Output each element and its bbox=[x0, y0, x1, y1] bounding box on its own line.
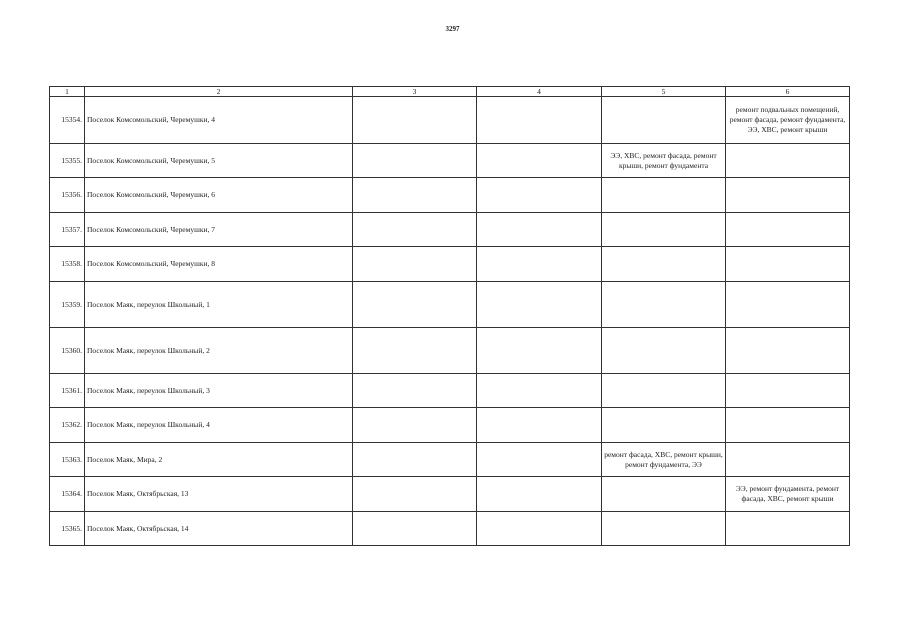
col-header: 3 bbox=[353, 87, 477, 97]
row-col5 bbox=[602, 97, 726, 144]
table-row bbox=[50, 178, 850, 213]
row-col3 bbox=[353, 328, 477, 374]
row-col3 bbox=[353, 247, 477, 282]
row-address: Поселок Комсомольский, Черемушки, 4 bbox=[85, 97, 353, 144]
row-number: 15355. bbox=[50, 144, 85, 178]
table-row bbox=[50, 512, 850, 546]
row-number: 15364. bbox=[50, 477, 85, 512]
table-row bbox=[50, 477, 850, 512]
row-col6 bbox=[726, 512, 850, 546]
table-row bbox=[50, 374, 850, 408]
row-address: Поселок Комсомольский, Черемушки, 8 bbox=[85, 247, 353, 282]
row-number: 15356. bbox=[50, 178, 85, 213]
row-col3 bbox=[353, 213, 477, 247]
table-row bbox=[50, 247, 850, 282]
row-col5 bbox=[602, 213, 726, 247]
row-number: 15365. bbox=[50, 512, 85, 546]
table-row bbox=[50, 97, 850, 144]
row-col4 bbox=[477, 97, 602, 144]
row-col3 bbox=[353, 374, 477, 408]
row-address: Поселок Комсомольский, Черемушки, 5 bbox=[85, 144, 353, 178]
col-header: 1 bbox=[50, 87, 85, 97]
row-col4 bbox=[477, 328, 602, 374]
row-address: Поселок Маяк, Октябрьская, 14 bbox=[85, 512, 353, 546]
row-address: Поселок Маяк, переулок Школьный, 3 bbox=[85, 374, 353, 408]
table-row bbox=[50, 443, 850, 477]
row-col6 bbox=[726, 374, 850, 408]
row-col6 bbox=[726, 328, 850, 374]
page-number: 3297 bbox=[445, 25, 460, 33]
row-col6 bbox=[726, 408, 850, 443]
row-col4 bbox=[477, 178, 602, 213]
row-address: Поселок Комсомольский, Черемушки, 6 bbox=[85, 178, 353, 213]
table-row bbox=[50, 213, 850, 247]
row-address: Поселок Маяк, переулок Школьный, 1 bbox=[85, 282, 353, 328]
table-row bbox=[50, 282, 850, 328]
col-header: 2 bbox=[85, 87, 353, 97]
row-col4 bbox=[477, 408, 602, 443]
row-col3 bbox=[353, 178, 477, 213]
row-col5 bbox=[602, 512, 726, 546]
row-number: 15360. bbox=[50, 328, 85, 374]
row-address: Поселок Комсомольский, Черемушки, 7 bbox=[85, 213, 353, 247]
row-number: 15354. bbox=[50, 97, 85, 144]
row-col3 bbox=[353, 97, 477, 144]
row-col4 bbox=[477, 477, 602, 512]
row-col5 bbox=[602, 282, 726, 328]
row-col6 bbox=[726, 144, 850, 178]
row-col5 bbox=[602, 374, 726, 408]
row-col4 bbox=[477, 443, 602, 477]
row-col3 bbox=[353, 443, 477, 477]
col-header: 5 bbox=[602, 87, 726, 97]
row-col6 bbox=[726, 282, 850, 328]
row-number: 15357. bbox=[50, 213, 85, 247]
row-col3 bbox=[353, 408, 477, 443]
table-row bbox=[50, 328, 850, 374]
row-number: 15358. bbox=[50, 247, 85, 282]
row-col3 bbox=[353, 512, 477, 546]
row-col6 bbox=[726, 213, 850, 247]
row-col5: ЭЭ, ХВС, ремонт фасада, ремонт крыши, ремонт фундамента bbox=[602, 144, 726, 178]
data-table bbox=[49, 86, 850, 546]
row-col4 bbox=[477, 144, 602, 178]
col-header: 6 bbox=[726, 87, 850, 97]
row-col5 bbox=[602, 247, 726, 282]
row-col4 bbox=[477, 282, 602, 328]
header-row bbox=[50, 87, 850, 97]
col-header: 4 bbox=[477, 87, 602, 97]
row-col4 bbox=[477, 512, 602, 546]
row-col4 bbox=[477, 374, 602, 408]
row-col5 bbox=[602, 477, 726, 512]
row-col5 bbox=[602, 408, 726, 443]
row-col3 bbox=[353, 477, 477, 512]
row-address: Поселок Маяк, переулок Школьный, 2 bbox=[85, 328, 353, 374]
row-col5 bbox=[602, 178, 726, 213]
row-col6 bbox=[726, 178, 850, 213]
row-col3 bbox=[353, 282, 477, 328]
row-col6: ЭЭ, ремонт фундамента, ремонт фасада, ХВС, ремонт крыши bbox=[726, 477, 850, 512]
row-address: Поселок Маяк, переулок Школьный, 4 bbox=[85, 408, 353, 443]
row-number: 15363. bbox=[50, 443, 85, 477]
row-col5: ремонт фасада, ХВС, ремонт крыши, ремонт фундамента, ЭЭ bbox=[602, 443, 726, 477]
row-number: 15361. bbox=[50, 374, 85, 408]
row-col4 bbox=[477, 213, 602, 247]
row-number: 15362. bbox=[50, 408, 85, 443]
row-col3 bbox=[353, 144, 477, 178]
row-col4 bbox=[477, 247, 602, 282]
row-address: Поселок Маяк, Мира, 2 bbox=[85, 443, 353, 477]
row-address: Поселок Маяк, Октябрьская, 13 bbox=[85, 477, 353, 512]
row-col6 bbox=[726, 247, 850, 282]
row-col5 bbox=[602, 328, 726, 374]
row-col6 bbox=[726, 443, 850, 477]
row-number: 15359. bbox=[50, 282, 85, 328]
table-row bbox=[50, 408, 850, 443]
row-col6: ремонт подвальных помещений, ремонт фасада, ремонт фундамента, ЭЭ, ХВС, ремонт крыши bbox=[726, 97, 850, 144]
table-row bbox=[50, 144, 850, 178]
